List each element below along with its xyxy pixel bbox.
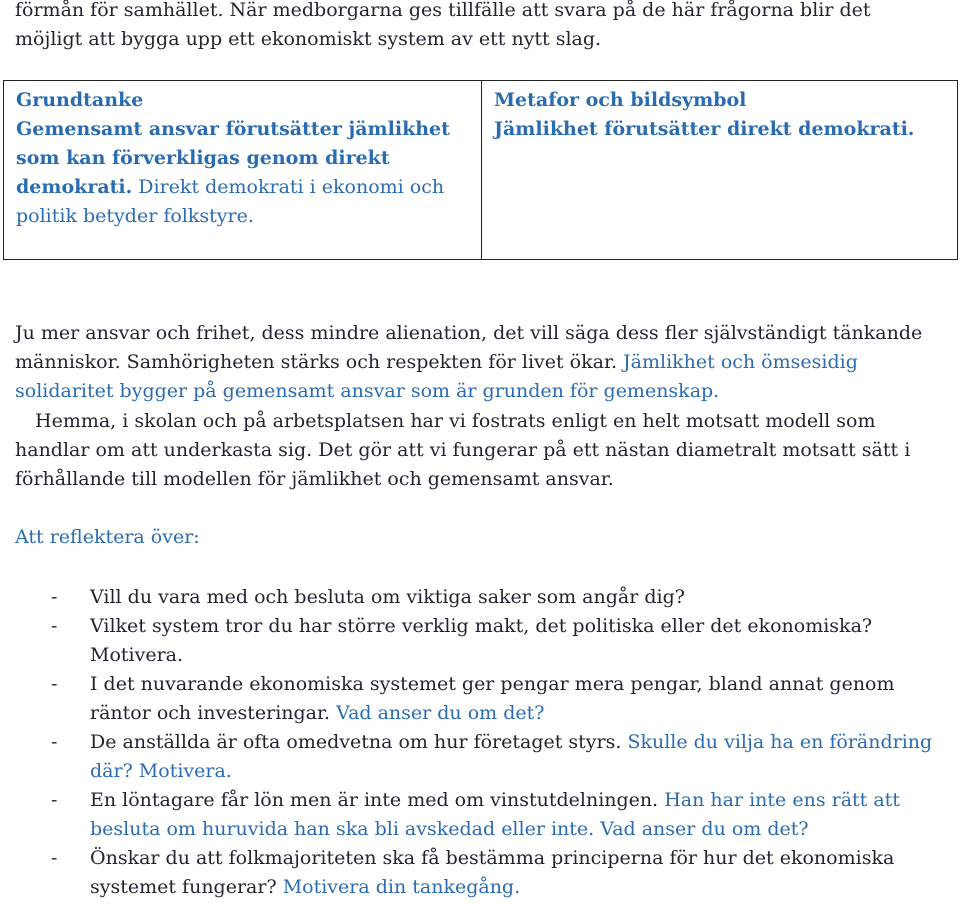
question-extra: Han har inte ens rätt att besluta om huruvida han ska bli avskedad eller inte. Vad anser du om det? xyxy=(90,789,900,840)
body-p1-blue-text: Jämlikhet och ömsesidig solidaritet bygger på gemensamt ansvar som är grunden för gemenskap. xyxy=(15,351,858,402)
question-text: Önskar du att folkmajoriteten ska få bestämma principerna för hur det ekonomiska systemet fungerar? xyxy=(90,847,895,898)
reflect-heading: Att reflektera över: xyxy=(15,526,200,548)
intro-line-1: förmån för samhället. När medborgarna ges tillfälle att svara på de här frågorna blir det xyxy=(15,0,871,21)
metafor-bold-text: Jämlikhet förutsätter direkt demokrati. xyxy=(494,118,915,140)
list-item xyxy=(15,583,950,612)
question-text: I det nuvarande ekonomiska systemet ger pengar mera pengar, bland annat genom räntor och investeringar. xyxy=(90,673,895,724)
question-text: De anställda är ofta omedvetna om hur företaget styrs. xyxy=(90,731,622,753)
body-paragraph-1 xyxy=(15,319,950,406)
body-p1-text: Ju mer ansvar och frihet, dess mindre alienation, det vill säga dess fler självständigt tänkande människor. xyxy=(15,322,923,373)
list-item xyxy=(15,844,950,902)
list-item xyxy=(15,728,950,786)
question-extra: Skulle du vilja ha en förändring där? Motivera. xyxy=(90,731,933,782)
intro-paragraph xyxy=(15,0,950,54)
body-paragraph-2 xyxy=(15,407,950,494)
list-item xyxy=(15,612,950,670)
list-dash: - xyxy=(51,673,58,695)
question-text: En löntagare får lön men är inte med om vinstutdelningen. xyxy=(90,789,659,811)
list-item xyxy=(15,670,950,728)
list-dash: - xyxy=(51,615,58,637)
body-p2-text-2: Det gör att vi fungerar på ett nästan diametralt motsatt sätt i förhållande till modellen för jämlikhet och gemensamt ansvar. xyxy=(15,439,911,490)
grundtanke-normal-text: Direkt demokrati i ekonomi och politik betyder folkstyre. xyxy=(16,176,445,227)
question-list xyxy=(15,583,950,902)
question-text: Vill du vara med och besluta om viktiga saker som angår dig? xyxy=(90,586,685,608)
metafor-heading: Metafor och bildsymbol xyxy=(494,89,747,111)
list-dash: - xyxy=(51,789,58,811)
table-cell-right xyxy=(482,81,957,259)
list-item xyxy=(15,786,950,844)
intro-line-2: möjligt att bygga upp ett ekonomiskt system av ett nytt slag. xyxy=(15,28,602,50)
grundtanke-table xyxy=(3,80,958,260)
table-cell-left xyxy=(4,81,482,259)
body-p2-text: Hemma, i skolan och på arbetsplatsen har vi fostrats enligt en helt motsatt modell som handlar om att underkasta sig. xyxy=(15,410,876,461)
body-p1-text-2: Samhörigheten stärks och respekten för livet ökar. xyxy=(120,351,617,373)
question-extra: Motivera din tankegång. xyxy=(276,876,521,898)
list-dash: - xyxy=(51,847,58,869)
list-dash: - xyxy=(51,731,58,753)
list-dash: - xyxy=(51,586,58,608)
question-extra: Vad anser du om det? xyxy=(330,702,545,724)
question-text: Vilket system tror du har större verklig makt, det politiska eller det ekonomiska? Motivera. xyxy=(90,615,873,666)
grundtanke-bold-text: Gemensamt ansvar förutsätter jämlikhet som kan förverkligas genom direkt demokrati. xyxy=(16,118,450,198)
grundtanke-heading: Grundtanke xyxy=(16,89,144,111)
